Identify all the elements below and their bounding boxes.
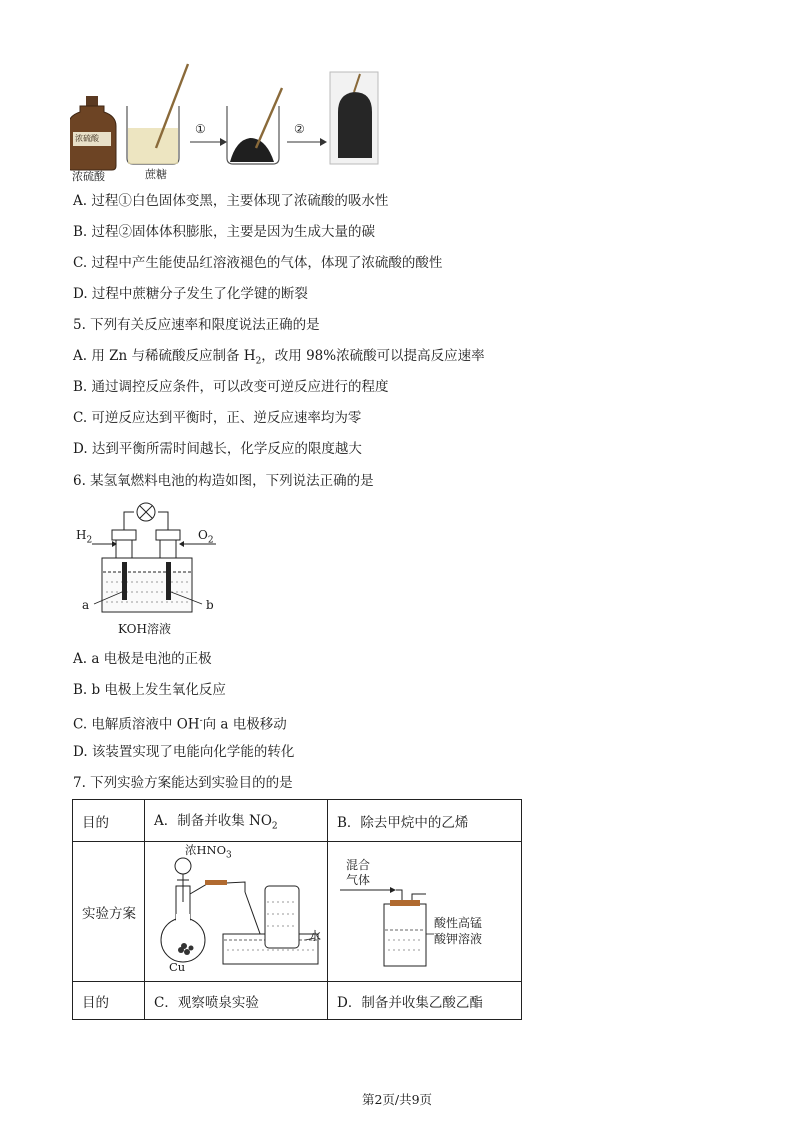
hno3-label [185,842,232,860]
fuel-cell-drawing [72,500,232,640]
cell-c: C．观察喷泉实验 [145,982,328,1020]
row1-head: 目的 [73,800,145,842]
koh-solution-label: KOH溶液 [118,622,171,636]
q5-option-a-rest: ，改用 98%浓硫酸可以提高反应速率 [261,348,485,364]
q5-option-c: C. 可逆反应达到平衡时，正、逆反应速率均为零 [73,410,362,426]
q6-stem: 6. 某氢氧燃料电池的构造如图，下列说法正确的是 [73,473,374,489]
sugar-dehydration-drawing [70,58,380,188]
cell-b: B．除去甲烷中的乙烯 [328,800,522,842]
kmno4-label-2: 酸钾溶液 [434,932,483,946]
q6-option-c-sup: - [199,716,203,726]
q5-option-a-sub: 2 [255,356,262,367]
electrode-b-label: b [206,598,214,612]
q5-stem: 5. 下列有关反应速率和限度说法正确的是 [73,317,320,333]
bottle-caption: 浓硫酸 [72,170,105,183]
q5-option-d: D. 达到平衡所需时间越长，化学反应的限度越大 [73,441,362,457]
hno3-label-text: 浓HNO [185,843,227,857]
bottle-label-text: 浓硫酸 [75,134,99,143]
q5-option-b: B. 通过调控反应条件，可以改变可逆反应进行的程度 [73,379,389,395]
cell-a [145,800,328,842]
q4-option-a: A. 过程①白色固体变黑，主要体现了浓硫酸的吸水性 [73,193,389,209]
q5-option-a [73,347,485,371]
row3-head: 目的 [73,982,145,1020]
mixed-gas-label-2: 气体 [346,873,371,887]
kmno4-label-1: 酸性高锰 [434,916,483,930]
fuel-cell-figure [72,500,232,640]
q6-option-c-text: C. 电解质溶液中 OH [73,716,200,733]
q6-option-c-rest: 向 a 电极移动 [202,716,287,733]
o2-label-sub: 2 [207,535,214,546]
o2-label-text: O [198,528,208,542]
cell-a-text: A．制备并收集 NO [154,813,272,830]
q6-option-b: B. b 电极上发生氧化反应 [73,682,226,698]
q6-option-c [73,712,287,734]
cu-label: Cu [169,960,186,974]
mixed-gas-label-1: 混合 [346,858,371,872]
h2-label [76,528,92,545]
step2-label: ② [294,122,305,136]
q4-option-d: D. 过程中蔗糖分子发生了化学键的断裂 [73,286,308,302]
sugar-caption: 蔗糖 [145,168,167,181]
q7-stem: 7. 下列实验方案能达到实验目的的是 [73,775,293,791]
cell-a-sub: 2 [271,821,278,832]
cell-d: D．制备并收集乙酸乙酯 [328,982,522,1020]
beaker-sugar [127,64,188,164]
no2-apparatus [145,842,327,981]
cell-a-apparatus [145,842,328,982]
beaker-blackened [227,88,282,164]
step1-label: ① [195,122,206,136]
page-footer: 第2页/共9页 [361,1092,433,1107]
q6-option-a: A. a 电极是电池的正极 [73,651,212,667]
q6-option-d: D. 该装置实现了电能向化学能的转化 [73,744,295,760]
h2-label-sub: 2 [86,535,93,546]
h2-label-text: H [76,528,87,542]
sugar-dehydration-figure [70,58,380,188]
o2-label [198,528,214,545]
experiment-table [72,799,522,1020]
row2-head: 实验方案 [73,842,145,982]
gas-washing-apparatus [328,842,521,981]
q5-option-a-text: A. 用 Zn 与稀硫酸反应制备 H [73,348,256,364]
electrode-a-label: a [82,598,90,612]
q4-option-c: C. 过程中产生能使品红溶液褪色的气体，体现了浓硫酸的酸性 [73,255,443,271]
q4-option-b: B. 过程②固体体积膨胀，主要是因为生成大量的碳 [73,224,376,240]
beaker-expanded-carbon [330,72,378,164]
water-label: 水 [309,929,322,943]
hno3-label-sub: 3 [226,850,232,861]
cell-b-apparatus [328,842,522,982]
